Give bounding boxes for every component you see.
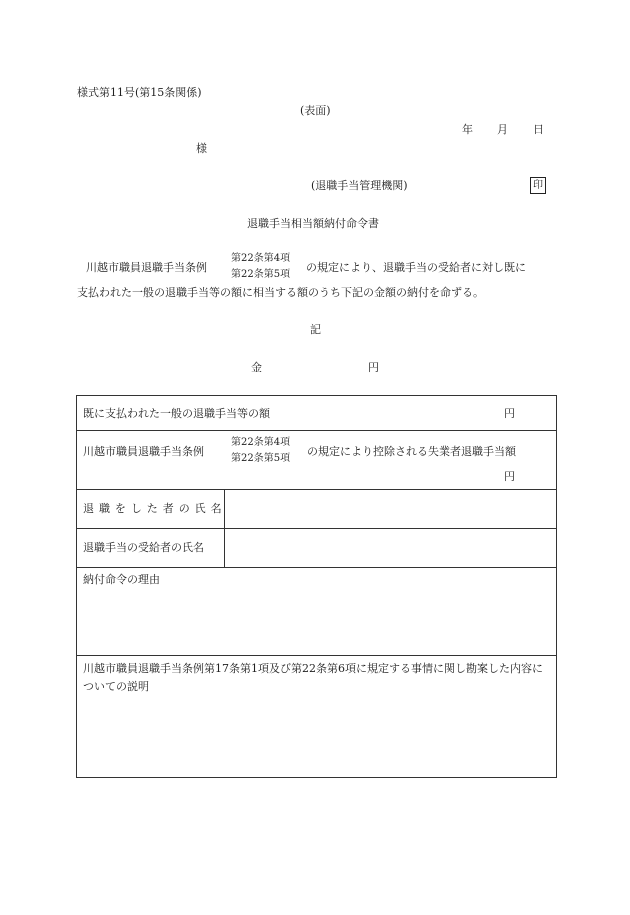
body-ordinance: 川越市職員退職手当条例 [86, 261, 207, 274]
table-row [77, 656, 557, 778]
amount-unit: 円 [368, 361, 379, 374]
table-row [77, 396, 557, 431]
reason-label: 納付命令の理由 [83, 573, 160, 586]
side-label: (表面) [300, 104, 331, 117]
retiree-name-label: 退職をした者の氏名 [83, 502, 227, 515]
paid-amount-label: 既に支払われた一般の退職手当等の額 [83, 407, 270, 420]
table-row [77, 490, 557, 529]
form-number: 様式第11号(第15条関係) [77, 86, 202, 99]
body-line2: 支払われた一般の退職手当等の額に相当する額のうち下記の金額の納付を命ずる。 [77, 286, 484, 299]
paid-amount-unit: 円 [504, 407, 515, 420]
addressee-suffix: 様 [196, 142, 207, 155]
order-details-table [76, 395, 557, 778]
date-year: 年 [462, 123, 473, 136]
seal-mark: 印 [530, 177, 546, 194]
amount-prefix: 金 [251, 361, 262, 374]
table-row [77, 529, 557, 568]
explanation-label: 川越市職員退職手当条例第17条第1項及び第22条第6項に規定する事情に関し勘案した内容についての説明 [83, 662, 543, 693]
retiree-name-value [225, 490, 557, 529]
table-row [77, 431, 557, 490]
document-title: 退職手当相当額納付命令書 [247, 217, 379, 230]
deduction-ordinance: 川越市職員退職手当条例 [83, 445, 204, 458]
ki-label: 記 [310, 323, 321, 336]
deduction-rest: の規定により控除される失業者退職手当額 [307, 445, 516, 458]
date-day: 日 [533, 123, 544, 136]
body-clause-a: 第22条第4項 [231, 253, 291, 264]
body-clause-b: 第22条第5項 [231, 269, 291, 280]
recipient-name-value [225, 529, 557, 568]
issuer-label: (退職手当管理機関) [311, 179, 408, 192]
table-row [77, 568, 557, 656]
deduction-unit: 円 [504, 470, 515, 483]
deduction-clause-a: 第22条第4項 [231, 437, 291, 448]
deduction-clause-b: 第22条第5項 [231, 453, 291, 464]
recipient-name-label: 退職手当の受給者の氏名 [83, 541, 204, 554]
body-line1-rest: の規定により、退職手当の受給者に対し既に [306, 261, 526, 274]
date-month: 月 [497, 123, 508, 136]
